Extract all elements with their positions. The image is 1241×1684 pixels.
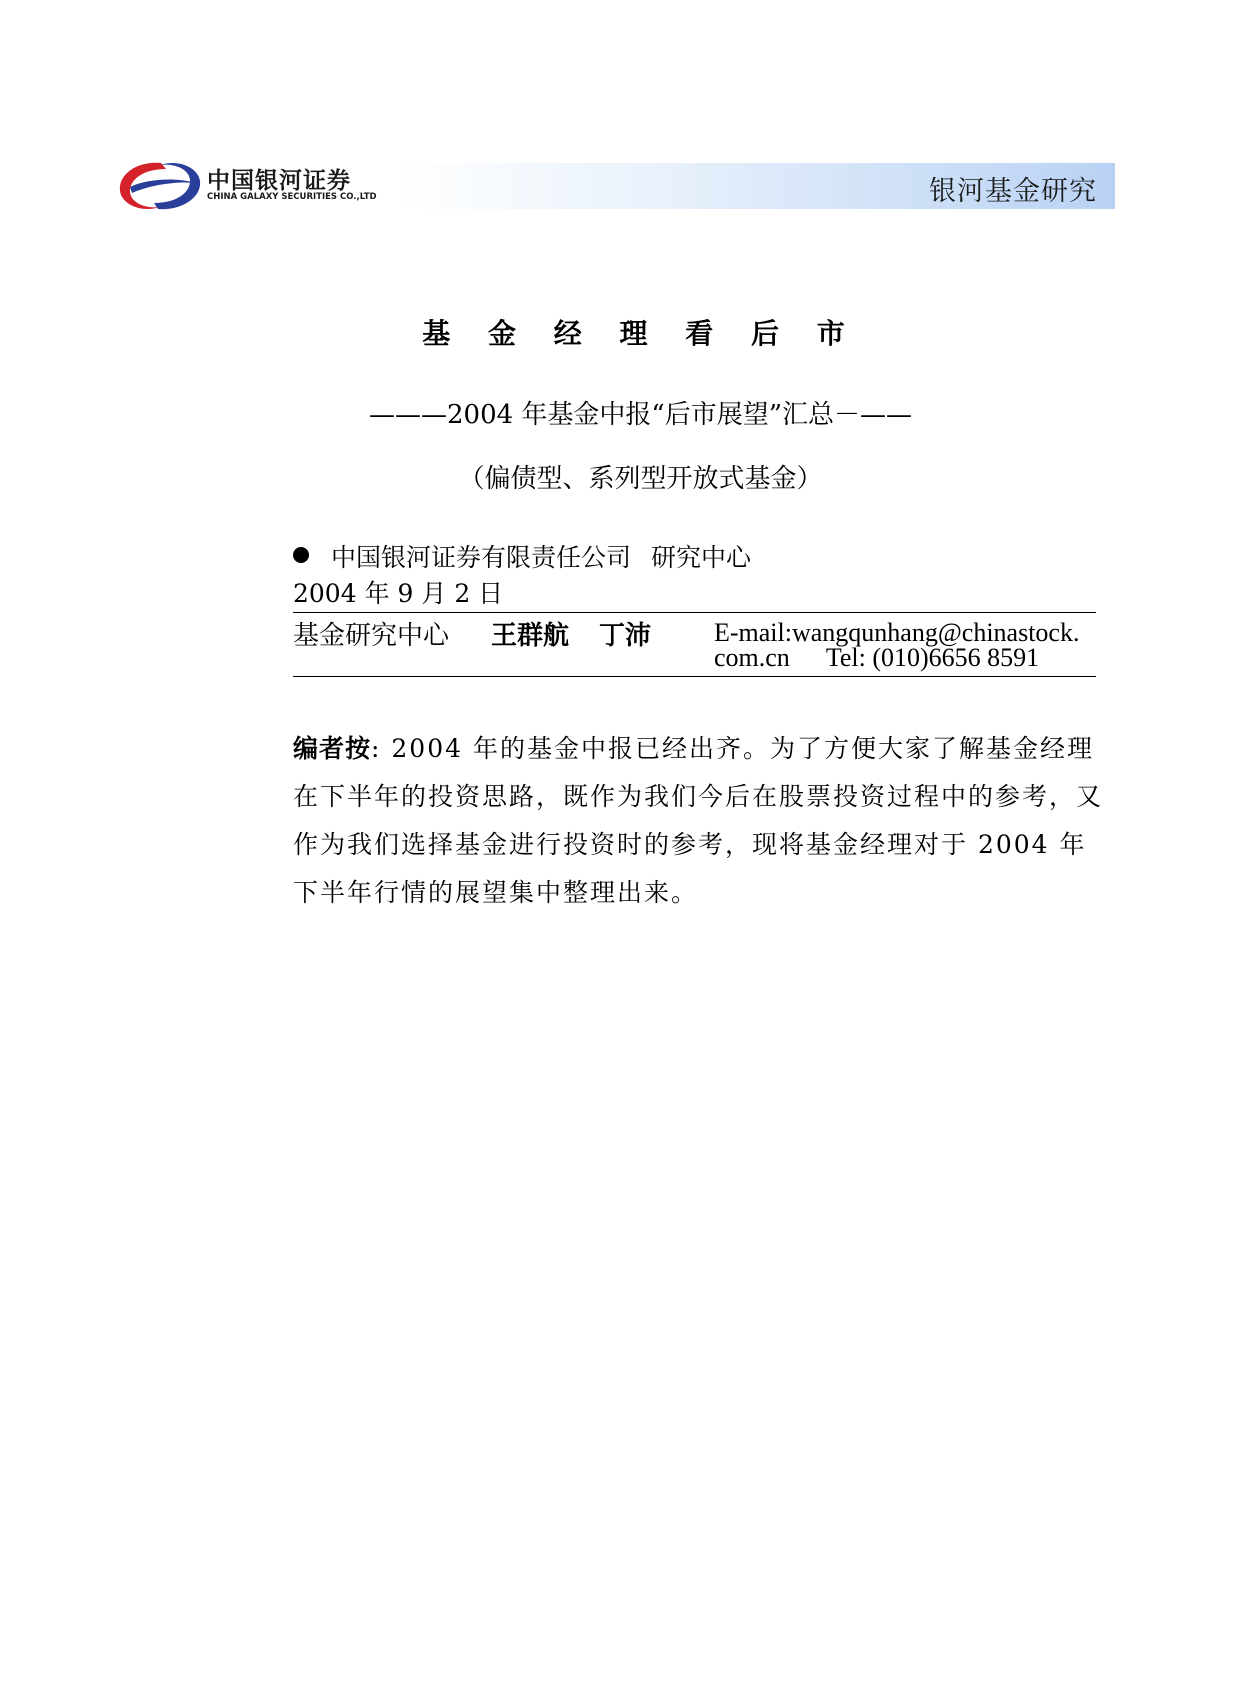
document-subtitle-scope: （偏债型、系列型开放式基金） (458, 464, 823, 494)
document-title: 基 金 经 理 看 后 市 (422, 317, 859, 350)
brand-name-cn: 中国银河证券 (207, 168, 351, 194)
author-name-2: 丁沛 (599, 621, 652, 651)
bottom-divider (293, 676, 1096, 677)
email-continuation: com.cn (714, 643, 790, 672)
authors-line (293, 615, 651, 652)
editor-note-label: 编者按 (293, 734, 372, 763)
company-name: 中国银河证券有限责任公司 (331, 543, 632, 572)
report-date: 2004 年 9 月 2 日 (293, 579, 504, 608)
section-title: 银河基金研究 (929, 176, 1097, 207)
header-band (395, 163, 1115, 209)
bullet-icon (293, 547, 309, 563)
galaxy-logo-icon (116, 157, 206, 215)
telephone: Tel: (010)6656 8591 (825, 643, 1040, 672)
top-divider (293, 612, 1096, 613)
research-center: 基金研究中心 (293, 621, 450, 651)
document-subtitle: ———2004 年基金中报“后市展望”汇总－—— (368, 400, 913, 430)
company-logo (116, 157, 377, 215)
editor-note-body: : 2004 年的基金中报已经出齐。为了方便大家了解基金经理在下半年的投资思路，既作为我们今后在股票投资过程中的参考，又作为我们选择基金进行投资时的参考，现将基金经理对于 2004 年下半年行情的展望集中整理出来。 (293, 734, 1104, 907)
brand-name-en: CHINA GALAXY SECURITIES CO.,LTD (207, 192, 377, 202)
contact-line (714, 643, 1039, 673)
department-name: 研究中心 (651, 543, 752, 572)
email-line: E-mail:wangqunhang@chinastock. (714, 618, 1080, 647)
author-name-1: 王群航 (491, 621, 570, 651)
org-line (293, 538, 751, 574)
editor-note (293, 725, 1113, 917)
